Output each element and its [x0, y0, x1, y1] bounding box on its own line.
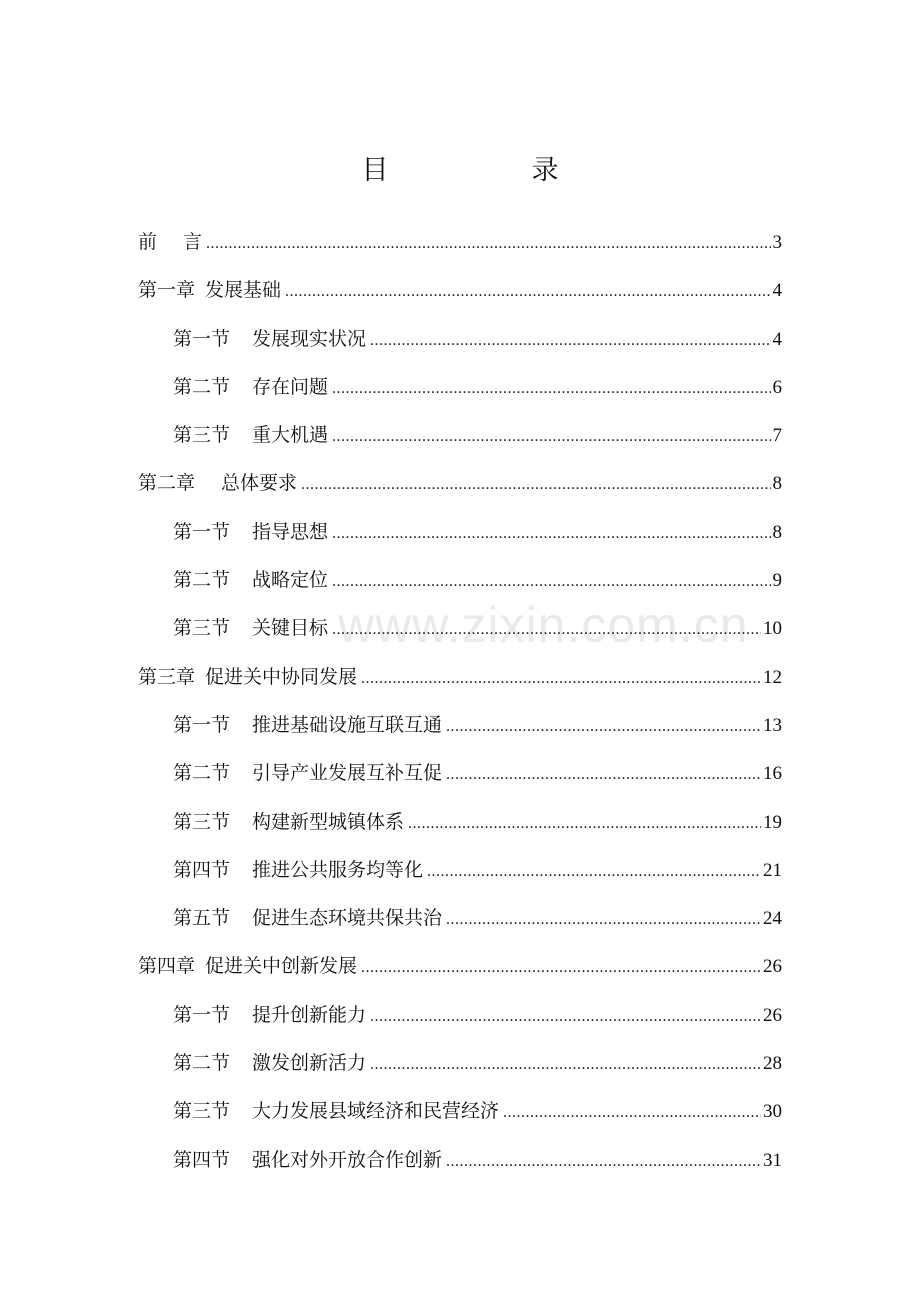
toc-entry[interactable] [138, 894, 782, 942]
toc-entry-page-number: 24 [763, 908, 782, 930]
toc-entry-title: 关键目标 [252, 617, 329, 640]
toc-entry-number: 前 [138, 231, 158, 253]
dot-leader [446, 703, 761, 751]
toc-entry-number: 第一节 [173, 1003, 231, 1026]
toc-entry-title: 构建新型城镇体系 [252, 810, 405, 833]
toc-entry-page-number: 6 [772, 376, 782, 398]
toc-entry-title: 促进生态环境共保共治 [252, 907, 443, 930]
dot-leader [427, 848, 761, 896]
toc-entry[interactable] [138, 363, 782, 411]
toc-entry[interactable] [138, 991, 782, 1039]
toc-entry-number: 第三节 [173, 810, 231, 833]
toc-entry[interactable] [138, 604, 782, 652]
toc-entry-title: 发展现实状况 [252, 327, 367, 350]
toc-entry[interactable] [138, 653, 782, 701]
toc-entry-page-number: 26 [763, 1004, 782, 1026]
toc-entry[interactable] [138, 508, 782, 556]
dot-leader [332, 365, 770, 413]
dot-leader [206, 220, 770, 268]
toc-entry-page-number: 9 [772, 570, 782, 592]
toc-entry-title: 推进公共服务均等化 [252, 858, 424, 881]
toc-entry-number: 第五节 [173, 907, 231, 930]
toc-entry-page-number: 4 [772, 280, 782, 302]
toc-entry-title: 战略定位 [252, 569, 329, 592]
dot-leader [408, 800, 761, 848]
dot-leader [503, 1089, 761, 1137]
toc-entry[interactable] [138, 411, 782, 459]
watermark: www.zixin.com.cn [338, 597, 749, 653]
dot-leader [332, 558, 770, 606]
toc-entry-page-number: 26 [763, 956, 782, 978]
toc-entry-title: 大力发展县域经济和民营经济 [252, 1100, 500, 1123]
toc-entry[interactable] [138, 218, 782, 266]
dot-leader [446, 896, 761, 944]
toc-entry-title: 发展基础 [205, 279, 282, 302]
toc-entry-number: 第一节 [173, 327, 231, 350]
toc-entry[interactable] [138, 556, 782, 604]
toc-entry-number: 第三节 [173, 1100, 231, 1123]
toc-entry-page-number: 4 [772, 328, 782, 350]
toc-entry-page-number: 8 [772, 521, 782, 543]
toc-entry[interactable] [138, 266, 782, 314]
toc-entry-number: 第三节 [173, 617, 231, 640]
toc-entry[interactable] [138, 1087, 782, 1135]
dot-leader [361, 655, 761, 703]
toc-entry-title: 促进关中协同发展 [205, 665, 358, 688]
toc-entry[interactable] [138, 942, 782, 990]
toc-entry-page-number: 13 [763, 714, 782, 736]
dot-leader [332, 413, 770, 461]
toc-entry-page-number: 12 [763, 666, 782, 688]
dot-leader [332, 510, 770, 558]
toc-entry-page-number: 31 [763, 1149, 782, 1171]
toc-entry-title: 提升创新能力 [252, 1003, 367, 1026]
toc-entry[interactable] [138, 459, 782, 507]
toc-entry-number: 第二章 [138, 472, 196, 495]
toc-entry[interactable] [138, 315, 782, 363]
toc-entry-title: 推进基础设施互联互通 [252, 713, 443, 736]
toc-entry-title: 促进关中创新发展 [205, 955, 358, 978]
toc-entry[interactable] [138, 749, 782, 797]
toc-entry[interactable] [138, 846, 782, 894]
dot-leader [370, 993, 761, 1041]
dot-leader [332, 606, 761, 654]
toc-entry[interactable] [138, 701, 782, 749]
toc-entry-number: 第一章 [138, 279, 196, 302]
toc-entry-page-number: 8 [772, 473, 782, 495]
toc-entry-number: 第三章 [138, 665, 196, 688]
toc-entry-page-number: 21 [763, 859, 782, 881]
toc-entry-title: 言 [183, 231, 203, 253]
dot-leader [301, 461, 770, 509]
dot-leader [446, 1138, 761, 1186]
toc-entry[interactable] [138, 1136, 782, 1184]
toc-entry-number: 第二节 [173, 762, 231, 785]
toc-entry-title: 存在问题 [252, 375, 329, 398]
toc-entry-number: 第三节 [173, 424, 231, 447]
toc-entry-page-number: 19 [763, 811, 782, 833]
dot-leader [446, 751, 761, 799]
toc-entry-number: 第一节 [173, 713, 231, 736]
toc-entry-page-number: 7 [772, 425, 782, 447]
toc-entry-page-number: 28 [763, 1053, 782, 1075]
toc-entry-title: 引导产业发展互补互促 [252, 762, 443, 785]
toc-title: 目 录 [361, 155, 617, 186]
toc-entry-number: 第四节 [173, 1148, 231, 1171]
toc-entry-title: 重大机遇 [252, 424, 329, 447]
toc-entry-number: 第二节 [173, 1052, 231, 1075]
toc-entry-title: 激发创新活力 [252, 1052, 367, 1075]
toc-entry-page-number: 30 [763, 1101, 782, 1123]
toc-entry-number: 第二节 [173, 375, 231, 398]
toc-entry[interactable] [138, 798, 782, 846]
table-of-contents [138, 218, 782, 1184]
dot-leader [370, 1041, 761, 1089]
toc-entry-number: 第四章 [138, 955, 196, 978]
toc-entry-title: 指导思想 [252, 520, 329, 543]
toc-entry-title: 总体要求 [221, 472, 298, 495]
toc-entry[interactable] [138, 1039, 782, 1087]
toc-entry-number: 第二节 [173, 569, 231, 592]
toc-entry-page-number: 3 [772, 232, 782, 253]
toc-entry-number: 第一节 [173, 520, 231, 543]
dot-leader [361, 944, 761, 992]
toc-entry-page-number: 16 [763, 763, 782, 785]
dot-leader [285, 268, 770, 316]
toc-entry-number: 第四节 [173, 858, 231, 881]
dot-leader [370, 317, 770, 365]
toc-entry-page-number: 10 [763, 618, 782, 640]
toc-entry-title: 强化对外开放合作创新 [252, 1148, 443, 1171]
